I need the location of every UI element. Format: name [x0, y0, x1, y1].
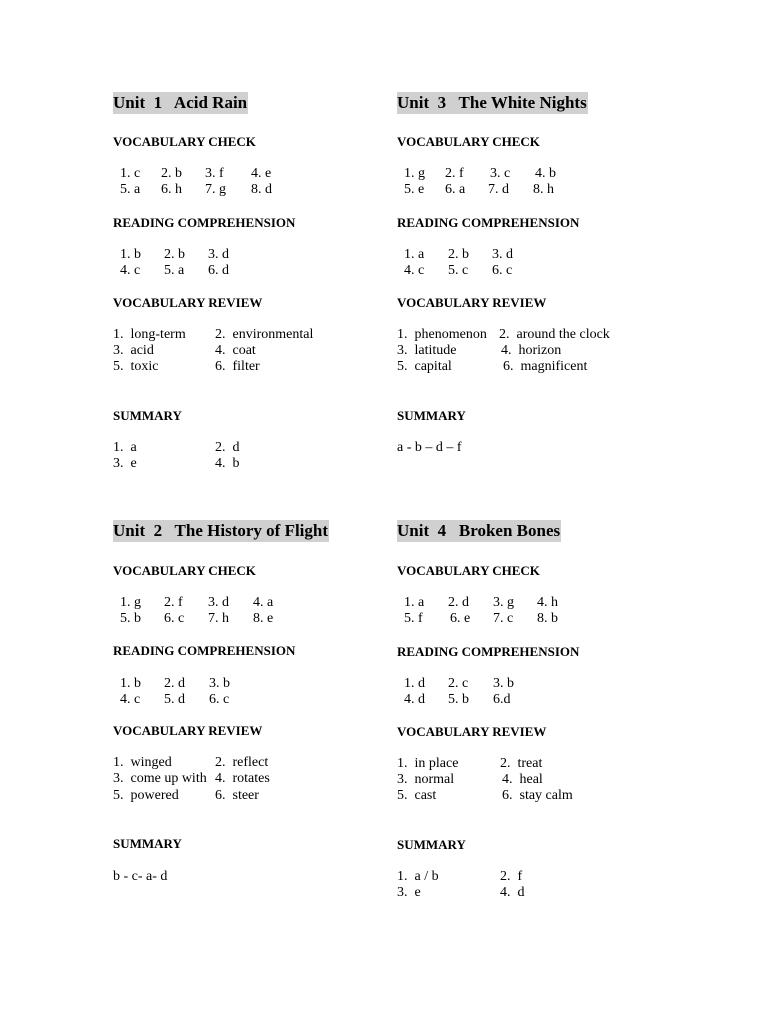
answer: 8. h: [533, 182, 554, 197]
summary-heading: SUMMARY: [397, 408, 466, 423]
answer: 1. in place: [397, 756, 459, 771]
unit-1-block: [113, 92, 413, 471]
summary-answer: b - c- a- d: [113, 869, 168, 884]
answer: 3. e: [113, 456, 137, 471]
answer: 2. f: [164, 595, 183, 610]
summary-row: [397, 869, 523, 885]
summary-heading: SUMMARY: [113, 836, 182, 851]
answer: 3. d: [208, 595, 229, 610]
answer: 4. c: [404, 263, 425, 278]
answer: 2. d: [164, 676, 185, 691]
vocabulary-review-row: [397, 772, 543, 788]
answer: 1. b: [120, 676, 141, 691]
summary-row: [113, 456, 240, 472]
answer: 4. d: [500, 885, 525, 900]
answer: 1. a: [404, 247, 425, 262]
answer: 2. c: [448, 676, 469, 691]
vocabulary-check-heading: VOCABULARY CHECK: [113, 134, 256, 149]
unit-title: Unit 4 Broken Bones: [397, 521, 561, 540]
answer: 7. d: [488, 182, 509, 197]
answer: 1. b: [120, 247, 141, 262]
vocabulary-check-row: [113, 182, 272, 198]
summary-heading: SUMMARY: [397, 837, 466, 852]
reading-comprehension-row: [113, 263, 229, 279]
answer: 3. c: [490, 166, 511, 181]
reading-comprehension-heading: READING COMPREHENSION: [397, 644, 580, 659]
answer: 2. f: [500, 869, 523, 884]
answer: 6. magnificent: [503, 359, 588, 374]
vocabulary-check-row: [113, 166, 272, 182]
answer: 6. steer: [215, 788, 259, 803]
reading-comprehension-row: [397, 247, 513, 263]
answer: 3. normal: [397, 772, 455, 787]
answer: 4. e: [251, 166, 272, 181]
answer: 7. c: [493, 611, 514, 626]
vocabulary-review-heading: VOCABULARY REVIEW: [113, 295, 263, 310]
answer: 4. d: [404, 692, 425, 707]
reading-comprehension-heading: READING COMPREHENSION: [397, 215, 580, 230]
answer: 4. b: [535, 166, 556, 181]
answer: 4. rotates: [215, 771, 270, 786]
vocabulary-review-row: [113, 327, 314, 343]
vocabulary-check-row: [397, 595, 558, 611]
answer: 6. filter: [215, 359, 260, 374]
unit-title: Unit 3 The White Nights: [397, 93, 587, 112]
answer: 6. h: [161, 182, 182, 197]
answer: 1. a: [404, 595, 425, 610]
unit-title: Unit 2 The History of Flight: [113, 521, 329, 540]
summary-answer: a - b – d – f: [397, 440, 462, 455]
answer: 3. d: [492, 247, 513, 262]
answer: 4. c: [120, 263, 141, 278]
vocabulary-review-row: [113, 343, 256, 359]
reading-comprehension-row: [397, 676, 514, 692]
answer: 2. environmental: [215, 327, 314, 342]
summary-row: [113, 440, 240, 456]
answer: 1. a: [113, 440, 137, 455]
unit-title: Unit 1 Acid Rain: [113, 93, 248, 112]
answer: 4. a: [253, 595, 274, 610]
answer: 5. b: [448, 692, 469, 707]
answer: 1. phenomenon: [397, 327, 487, 342]
answer: 8. b: [537, 611, 558, 626]
answer: 4. c: [120, 692, 141, 707]
answer: 6. c: [164, 611, 185, 626]
answer: 3. g: [493, 595, 514, 610]
answer: 4. b: [215, 456, 240, 471]
answer: 5. powered: [113, 788, 179, 803]
answer: 5. f: [404, 611, 423, 626]
answer: 2. around the clock: [499, 327, 610, 342]
vocabulary-check-heading: VOCABULARY CHECK: [113, 563, 256, 578]
answer: 2. reflect: [215, 755, 269, 770]
answer: 2. b: [448, 247, 469, 262]
answer: 3. b: [209, 676, 230, 691]
vocabulary-review-heading: VOCABULARY REVIEW: [113, 723, 263, 738]
answer: 2. d: [215, 440, 240, 455]
vocabulary-check-row: [397, 182, 554, 198]
answer: 3. e: [397, 885, 421, 900]
summary-heading: SUMMARY: [113, 408, 182, 423]
reading-comprehension-heading: READING COMPREHENSION: [113, 215, 296, 230]
answer: 6. a: [445, 182, 466, 197]
answer: 5. e: [404, 182, 425, 197]
answer: 6. stay calm: [502, 788, 573, 803]
vocabulary-review-row: [113, 755, 269, 771]
answer: 5. capital: [397, 359, 452, 374]
answer: 3. d: [208, 247, 229, 262]
vocabulary-review-row: [397, 343, 562, 359]
answer: 4. h: [537, 595, 558, 610]
vocabulary-check-heading: VOCABULARY CHECK: [397, 563, 540, 578]
answer: 1. a / b: [397, 869, 439, 884]
answer: 4. horizon: [501, 343, 562, 358]
answer: 5. cast: [397, 788, 437, 803]
answer: 1. g: [120, 595, 141, 610]
answer: 5. a: [120, 182, 141, 197]
answer: 2. b: [164, 247, 185, 262]
vocabulary-review-row: [113, 359, 260, 375]
answer: 1. long-term: [113, 327, 186, 342]
answer: 3. b: [493, 676, 514, 691]
answer: 6.d: [493, 692, 511, 707]
vocabulary-review-row: [397, 327, 610, 343]
vocabulary-review-row: [113, 788, 259, 804]
vocabulary-check-row: [113, 611, 274, 627]
reading-comprehension-row: [397, 692, 511, 708]
unit-2-block: [113, 520, 413, 884]
answer: 2. d: [448, 595, 469, 610]
answer: 3. come up with: [113, 771, 207, 786]
reading-comprehension-row: [397, 263, 513, 279]
answer: 7. h: [208, 611, 229, 626]
vocabulary-review-row: [397, 756, 543, 772]
reading-comprehension-row: [113, 676, 230, 692]
answer: 5. d: [164, 692, 185, 707]
answer: 1. d: [404, 676, 425, 691]
unit-4-block: [397, 520, 697, 900]
answer: 4. coat: [215, 343, 256, 358]
vocabulary-review-row: [113, 771, 270, 787]
answer: 6. c: [209, 692, 230, 707]
reading-comprehension-row: [113, 692, 230, 708]
vocabulary-review-heading: VOCABULARY REVIEW: [397, 295, 547, 310]
answer: 7. g: [205, 182, 226, 197]
answer: 2. b: [161, 166, 182, 181]
answer: 2. f: [445, 166, 464, 181]
answer: 1. c: [120, 166, 141, 181]
answer: 3. latitude: [397, 343, 457, 358]
vocabulary-check-heading: VOCABULARY CHECK: [397, 134, 540, 149]
answer: 5. c: [448, 263, 469, 278]
vocabulary-review-row: [397, 788, 573, 804]
summary-row: [397, 885, 525, 901]
answer: 8. d: [251, 182, 272, 197]
reading-comprehension-heading: READING COMPREHENSION: [113, 643, 296, 658]
answer: 1. winged: [113, 755, 172, 770]
answer: 6. c: [492, 263, 513, 278]
answer: 5. a: [164, 263, 185, 278]
answer: 1. g: [404, 166, 425, 181]
answer: 2. treat: [500, 756, 543, 771]
answer: 5. b: [120, 611, 141, 626]
vocabulary-check-row: [113, 595, 274, 611]
vocabulary-review-heading: VOCABULARY REVIEW: [397, 724, 547, 739]
vocabulary-review-row: [397, 359, 588, 375]
unit-3-block: [397, 92, 697, 455]
reading-comprehension-row: [113, 247, 229, 263]
answer: 6. e: [450, 611, 471, 626]
answer: 5. toxic: [113, 359, 159, 374]
answer: 8. e: [253, 611, 274, 626]
answer: 3. f: [205, 166, 224, 181]
answer: 3. acid: [113, 343, 154, 358]
vocabulary-check-row: [397, 166, 556, 182]
answer: 4. heal: [502, 772, 543, 787]
answer: 6. d: [208, 263, 229, 278]
vocabulary-check-row: [397, 611, 558, 627]
